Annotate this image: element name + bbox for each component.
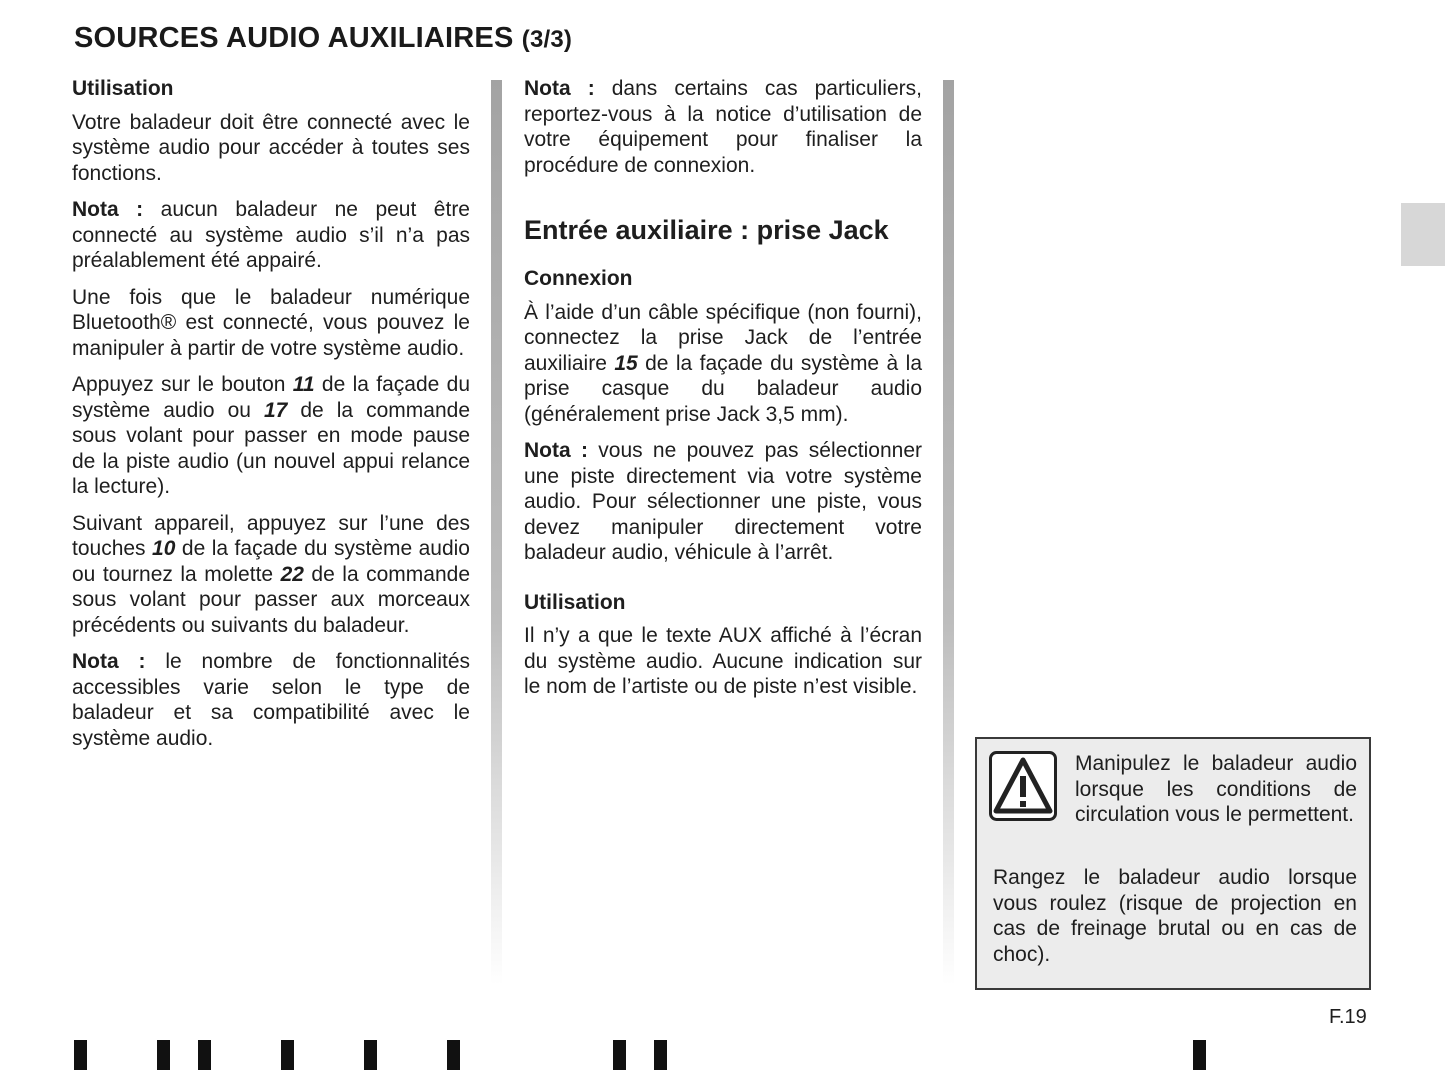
page-title <box>74 22 572 55</box>
section-heading-utilisation: Utilisation <box>72 77 174 100</box>
nota-label: Nota : <box>72 198 144 221</box>
nota-text: le nombre de fonctionnalités accessibles varie selon le type de baladeur et sa compatibilité avec le système audio. <box>72 650 470 750</box>
paragraph <box>524 300 922 428</box>
nota-text: dans certains cas particuliers, reportez-vous à la notice d’utilisation de votre équipement pour finaliser la procédure de connexion. <box>524 77 922 177</box>
left-column <box>72 76 470 762</box>
warning-text: Rangez le baladeur audio lorsque vous roulez (risque de projection en cas de freinage brutal ou en cas de choc). <box>993 866 1357 966</box>
print-mark <box>281 1040 294 1070</box>
section-heading-utilisation: Utilisation <box>524 590 626 614</box>
print-mark <box>198 1040 211 1070</box>
print-mark <box>1193 1040 1206 1070</box>
title-part: (3/3) <box>521 26 573 53</box>
column-separator <box>491 80 502 985</box>
nota-paragraph <box>72 649 470 751</box>
button-ref-number: 17 <box>264 398 288 422</box>
print-mark <box>157 1040 170 1070</box>
section-heading-connexion: Connexion <box>524 267 633 290</box>
text-run: À l’aide d’un câble spécifique (non fourni), connectez la prise Jack de l’entrée auxiliaire <box>524 300 922 375</box>
column-separator <box>943 80 954 985</box>
text-run: de la façade du système audio ou <box>72 373 471 422</box>
nota-paragraph <box>524 76 922 178</box>
text-run: de la façade du système à la prise casque du baladeur audio (généralement prise Jack 3,5 mm). <box>524 351 922 426</box>
paragraph <box>72 372 470 500</box>
paragraph <box>72 511 470 639</box>
print-mark <box>364 1040 377 1070</box>
page-number: F.19 <box>1329 1006 1367 1028</box>
text-run: de la commande sous volant pour passer en mode pause de la piste audio (un nouvel appui relance la lecture). <box>72 398 471 498</box>
nota-label: Nota : <box>524 439 588 462</box>
button-ref-number: 11 <box>292 373 315 396</box>
text-run: Appuyez sur le bouton <box>72 373 293 396</box>
title-main: SOURCES AUDIO AUXILIAIRES <box>74 22 514 54</box>
print-mark <box>654 1040 667 1070</box>
button-ref-number: 22 <box>280 562 304 586</box>
nota-text: aucun baladeur ne peut être connecté au système audio s’il n’a pas préalablement été appairé. <box>72 198 470 272</box>
paragraph: Votre baladeur doit être connecté avec le système audio pour accéder à toutes ses fonctions. <box>72 110 470 185</box>
paragraph: Une fois que le baladeur numérique Bluetooth® est connecté, vous pouvez le manipuler à partir de votre système audio. <box>72 285 470 360</box>
paragraph: Il n’y a que le texte AUX affiché à l’écran du système audio. Aucune indication sur le nom de l’artiste ou de piste n’est visible. <box>524 624 922 698</box>
section-title-jack: Entrée auxiliaire : prise Jack <box>524 215 889 245</box>
print-mark <box>447 1040 460 1070</box>
nota-text: vous ne pouvez pas sélectionner une piste directement via votre système audio. Pour sélectionner une piste, vous devez manipuler directement votre baladeur audio, véhicule à l’arrêt. <box>524 439 922 564</box>
print-mark <box>74 1040 87 1070</box>
warning-box <box>975 737 1371 990</box>
warning-triangle-icon <box>989 751 1057 821</box>
text-run: Suivant appareil, appuyez sur l’une des touches <box>72 511 470 560</box>
button-ref-number: 15 <box>614 351 638 375</box>
nota-label: Nota : <box>72 650 146 673</box>
nota-label: Nota : <box>524 77 595 100</box>
nota-paragraph <box>524 438 922 566</box>
middle-column <box>524 76 922 711</box>
text-run: de la commande sous volant pour passer aux morceaux précédents ou suivants du baladeur. <box>72 562 470 637</box>
print-mark <box>613 1040 626 1070</box>
warning-text: Manipulez le baladeur audio lorsque les conditions de circulation vous le permettent. <box>1075 752 1357 826</box>
text-run: de la façade du système audio ou tournez la molette <box>72 537 470 586</box>
button-ref-number: 10 <box>152 537 176 560</box>
nota-paragraph <box>72 197 470 274</box>
chapter-tab <box>1401 203 1445 266</box>
